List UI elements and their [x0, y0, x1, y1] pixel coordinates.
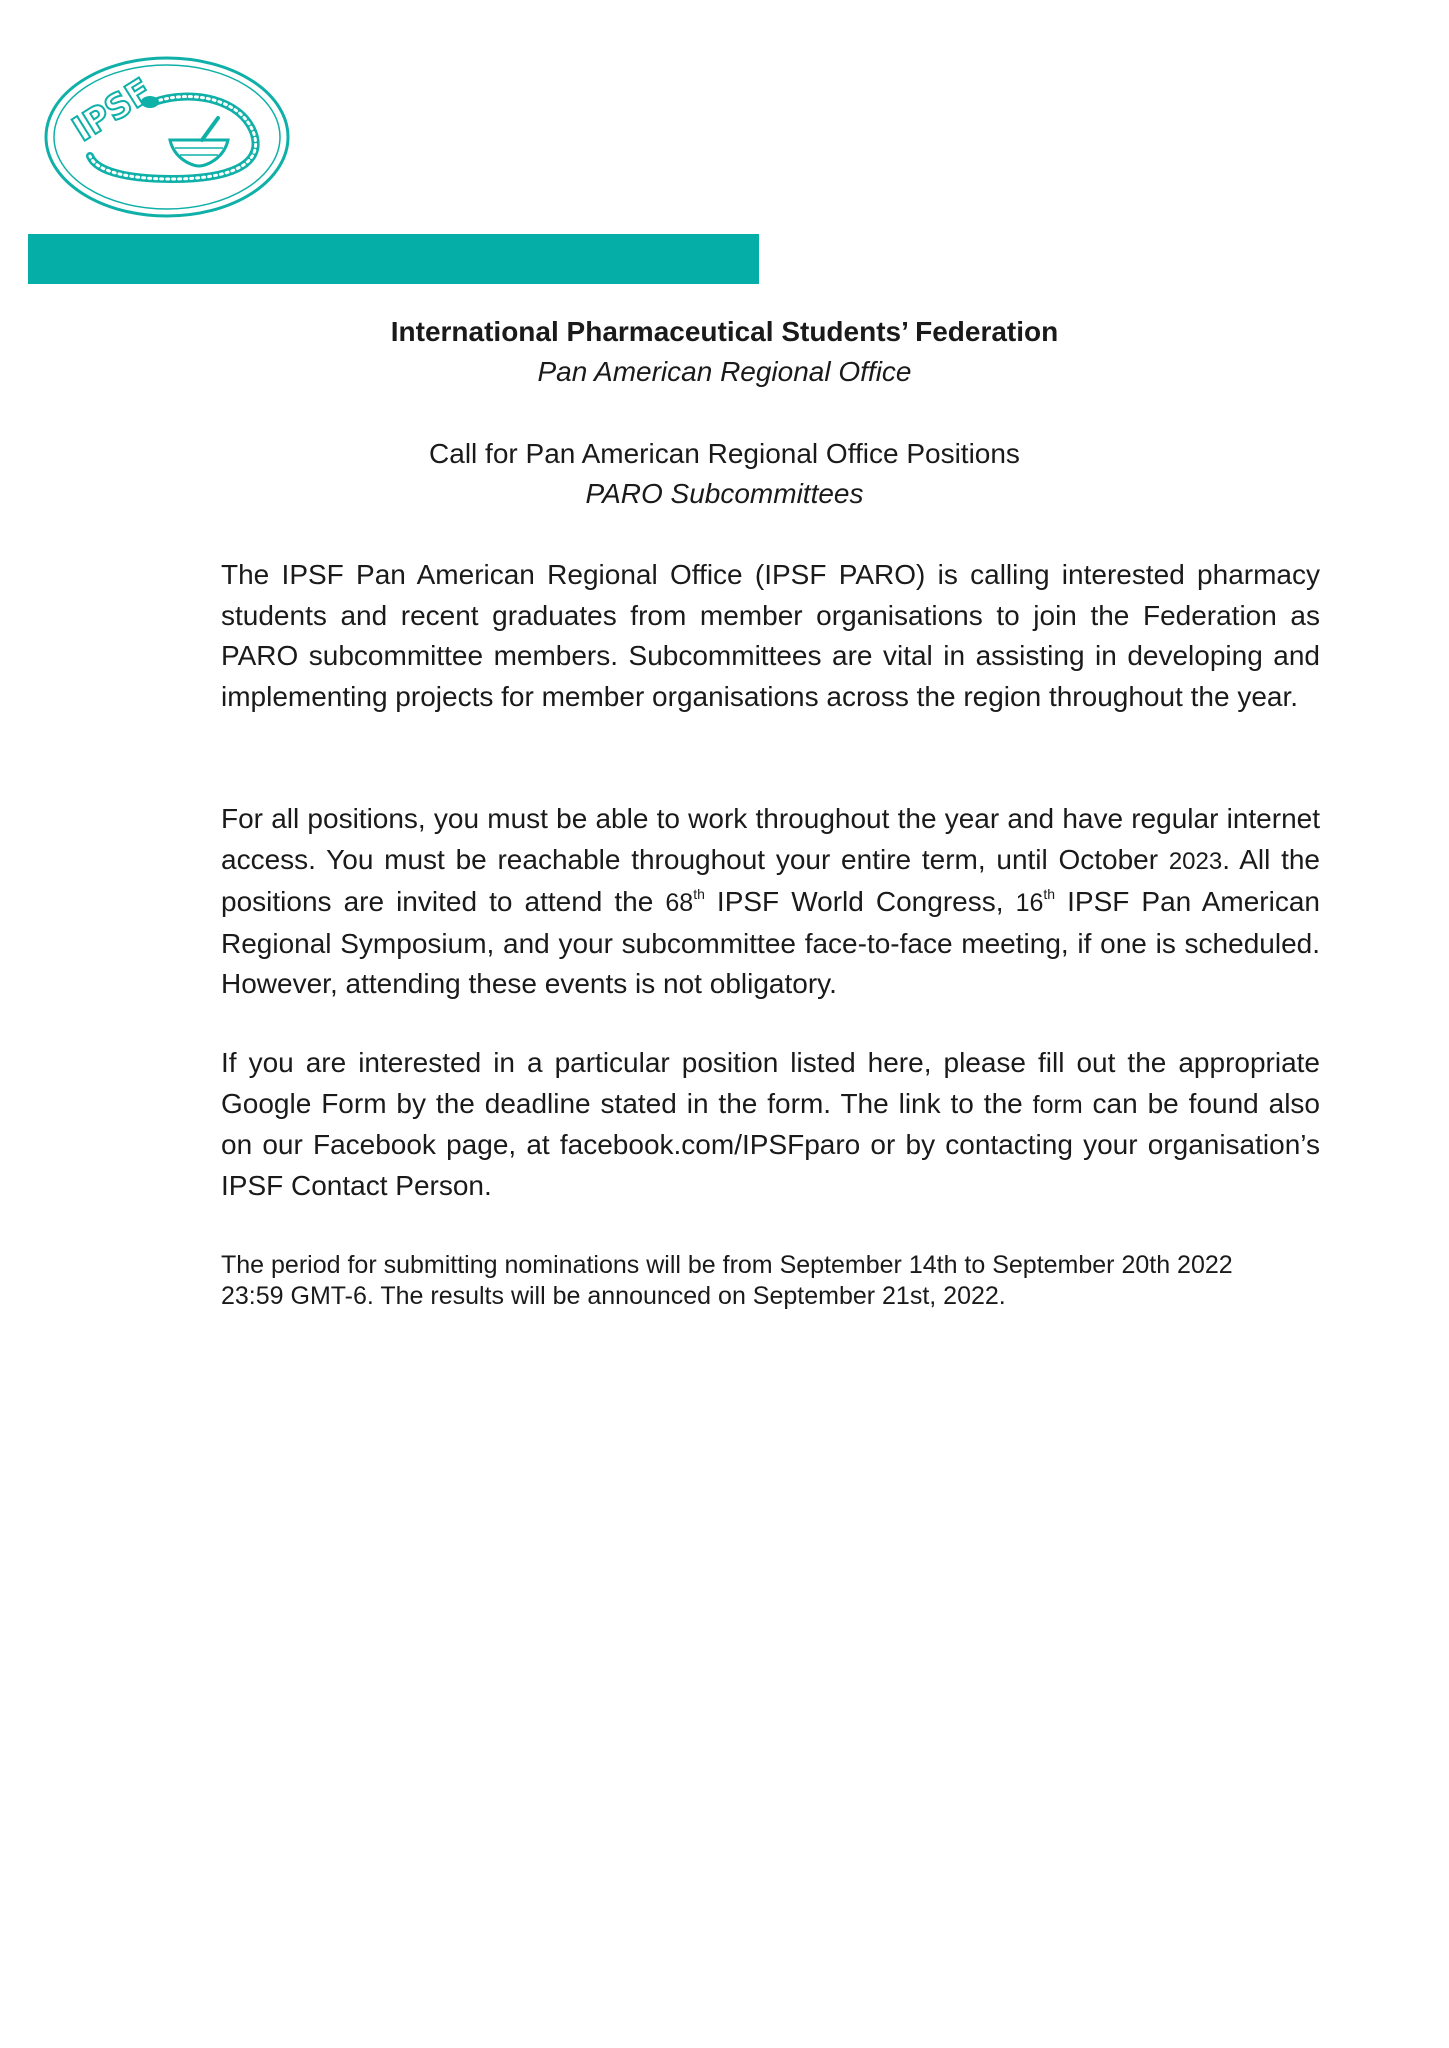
requirements-text-4: IPSF Pan American Regional Symposium, and your subcommittee face-to-face meeting, if one is scheduled. However, attending these events is not obligatory.	[221, 886, 1321, 1000]
term-end-year: 2023	[1168, 847, 1223, 875]
requirements-paragraph	[221, 799, 1320, 1005]
deadline-paragraph	[221, 1250, 1320, 1312]
requirements-text-1: For all positions, you must be able to work throughout the year and have regular internet access. You must be reachable throughout your entire term, until October	[221, 803, 1320, 875]
org-name: International Pharmaceutical Students’ Federation	[390, 316, 1059, 347]
logo-text: IPSF	[65, 70, 160, 150]
form-link[interactable]: form	[1032, 1090, 1083, 1119]
deadline-line-2: 23:59 GMT-6. The results will be announced on September 21st, 2022.	[221, 1282, 1006, 1310]
symposium-number: 16th	[1015, 886, 1056, 918]
header-band	[28, 234, 759, 284]
application-paragraph	[221, 1043, 1320, 1206]
requirements-text-3: IPSF World Congress,	[704, 886, 1016, 918]
call-subtitle: PARO Subcommittees	[585, 478, 864, 509]
org-office: Pan American Regional Office	[537, 356, 912, 387]
requirements-text-2: . All the positions are invited to attend the	[221, 843, 1320, 918]
deadline-line-1: The period for submitting nominations will be from September 14th to September 20th 2022	[221, 1251, 1233, 1279]
ipsf-logo	[42, 54, 292, 220]
congress-number: 68th	[665, 886, 705, 918]
call-title: Call for Pan American Regional Office Positions	[429, 438, 1020, 469]
intro-paragraph: The IPSF Pan American Regional Office (IPSF PARO) is calling interested pharmacy students and recent graduates from member organisations to join the Federation as PARO subcommittee members. Subcommittees are vital in assisting in developing and implementing projects for member organisations across the region throughout the year.	[221, 559, 1320, 712]
application-text-1: If you are interested in a particular position listed here, please fill out the appropriate Google Form by the deadline stated in the form. The link to the	[221, 1047, 1320, 1119]
application-text-2: can be found also on our Facebook page, at facebook.com/IPSFparo or by contacting your organisation’s IPSF Contact Person.	[221, 1087, 1321, 1201]
